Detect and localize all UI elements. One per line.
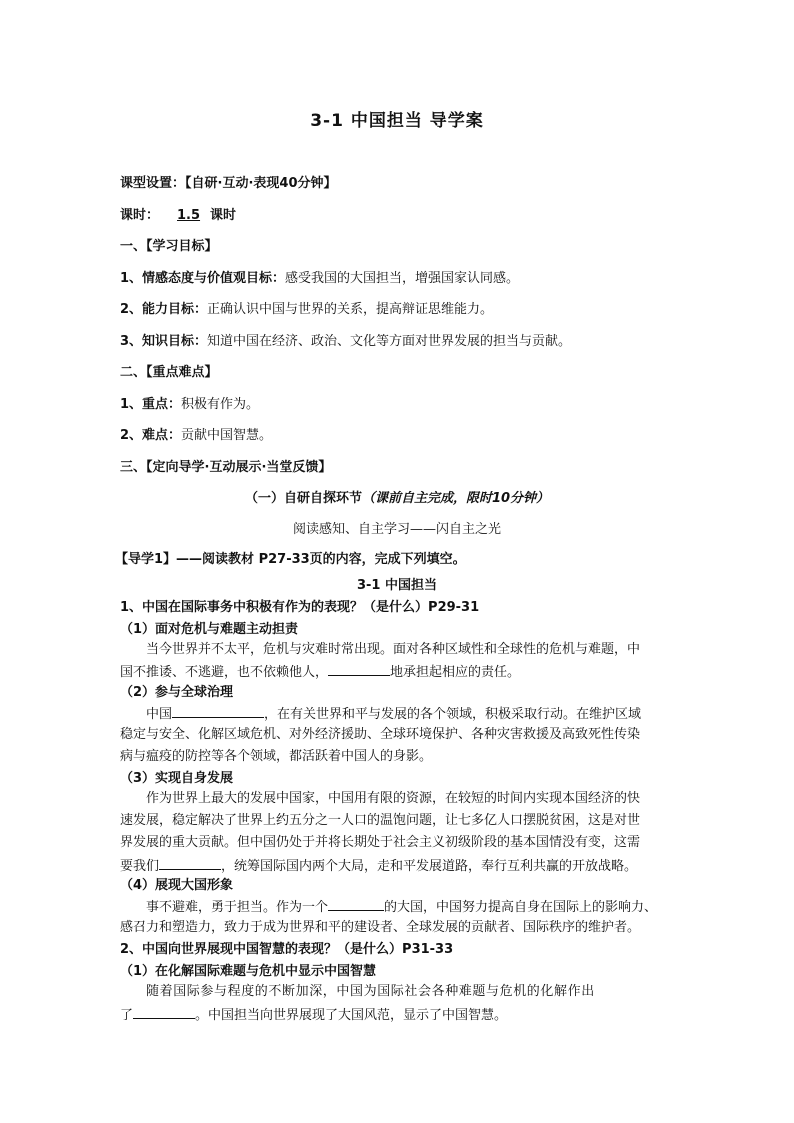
paragraph-line: 病与瘟疫的防控等各个领域，都活跃着中国人的身影。 <box>120 749 433 764</box>
section-guided-heading: 三、【定向导学·互动展示·当堂反馈】 <box>120 460 332 475</box>
subheading: （2）参与全球治理 <box>120 685 234 700</box>
document-title: 3-1 中国担当 导学案 <box>310 111 484 131</box>
class-hours-unit: 课时 <box>210 208 237 223</box>
class-hours-value: 1.5 <box>177 208 201 223</box>
paragraph-line: 稳定与安全、化解区域危机、对外经济援助、全球环境保护、各种灾害救援及高致死性传染 <box>120 727 641 742</box>
paragraph-line: 界发展的重大贡献。但中国仍处于并将长期处于社会主义初级阶段的基本国情没有变，这需 <box>120 835 641 850</box>
stage-title <box>0 490 794 508</box>
key-point-label: 2、难点： <box>120 428 182 443</box>
question-heading: 2、中国向世界展现中国智慧的表现？（是什么）P31-33 <box>120 942 454 957</box>
paragraph-line: 国不推诿、不逃避，也不依赖他人， 地承担起相应的责任。 <box>120 662 520 682</box>
course-type-value: 【自研·互动·表现40分钟】 <box>185 176 337 191</box>
subheading: （4）展现大国形象 <box>120 878 234 893</box>
paragraph-line: 速发展，稳定解决了世界上约五分之一人口的温饱问题，让七多亿人口摆脱贫困，这是对世 <box>120 813 641 828</box>
class-hours <box>120 207 236 225</box>
course-type <box>120 175 336 193</box>
fill-blank[interactable] <box>172 704 264 718</box>
stage-subline: 阅读感知、自主学习——闪自主之光 <box>292 522 501 537</box>
key-point-item <box>120 396 259 414</box>
objective-text: 正确认识中国与世界的关系，提高辩证思维能力。 <box>207 302 494 317</box>
lesson-heading: 3-1 中国担当 <box>356 578 437 593</box>
stage-title-text: （一）自研自探环节 <box>244 491 362 506</box>
fill-blank[interactable] <box>159 856 221 870</box>
paragraph-line: 事不避难，勇于担当。作为一个 的大国，中国努力提高自身在国际上的影响力、 <box>146 897 657 917</box>
objective-text: 知道中国在经济、政治、文化等方面对世界发展的担当与贡献。 <box>207 334 572 349</box>
paragraph-line: 当今世界并不太平，危机与灾难时常出现。面对各种区域性和全球性的危机与难题，中 <box>146 642 641 657</box>
paragraph-line: 感召力和塑造力，致力于成为世界和平的建设者、全球发展的贡献者、国际秩序的维护者。 <box>120 920 641 935</box>
paragraph-line: 要我们 ，统筹国际国内两个大局，走和平发展道路，奉行互利共赢的开放战略。 <box>120 856 637 876</box>
paragraph-line: 随着国际参与程度的不断加深，中国为国际社会各种难题与危机的化解作出 <box>146 984 595 999</box>
objective-label: 3、知识目标： <box>120 334 208 349</box>
fill-blank[interactable] <box>328 897 384 911</box>
key-point-item <box>120 427 272 445</box>
stage-note: （课前自主完成，限时10分钟） <box>361 491 550 506</box>
key-point-text: 贡献中国智慧。 <box>181 428 273 443</box>
section-objectives-heading: 一、【学习目标】 <box>120 239 218 254</box>
course-type-label: 课型设置： <box>120 176 186 191</box>
subheading: （1）面对危机与难题主动担责 <box>120 622 299 637</box>
objective-label: 2、能力目标： <box>120 302 208 317</box>
subheading: （1）在化解国际难题与危机中显示中国智慧 <box>120 964 377 979</box>
objective-label: 1、情感态度与价值观目标： <box>120 271 286 286</box>
question-heading: 1、中国在国际事务中积极有作为的表现？（是什么）P29-31 <box>120 600 480 615</box>
key-point-text: 积极有作为。 <box>181 397 260 412</box>
objective-text: 感受我国的大国担当，增强国家认同感。 <box>285 271 520 286</box>
guide-instruction: 【导学1】——阅读教材 P27-33页的内容，完成下列填空。 <box>115 552 466 567</box>
fill-blank[interactable] <box>133 1005 195 1019</box>
class-hours-label: 课时： <box>120 208 160 223</box>
paragraph-line: 了 。中国担当向世界展现了大国风范，显示了中国智慧。 <box>120 1005 507 1025</box>
paragraph-line: 作为世界上最大的发展中国家，中国用有限的资源，在较短的时间内实现本国经济的快 <box>146 791 641 806</box>
section-key-points-heading: 二、【重点难点】 <box>120 365 218 380</box>
paragraph-line: 中国 ，在有关世界和平与发展的各个领域，积极采取行动。在维护区域 <box>146 704 641 724</box>
subheading: （3）实现自身发展 <box>120 771 234 786</box>
objective-item <box>120 270 519 288</box>
fill-blank[interactable] <box>328 662 390 676</box>
objective-item <box>120 333 571 351</box>
key-point-label: 1、重点： <box>120 397 182 412</box>
objective-item <box>120 301 493 319</box>
